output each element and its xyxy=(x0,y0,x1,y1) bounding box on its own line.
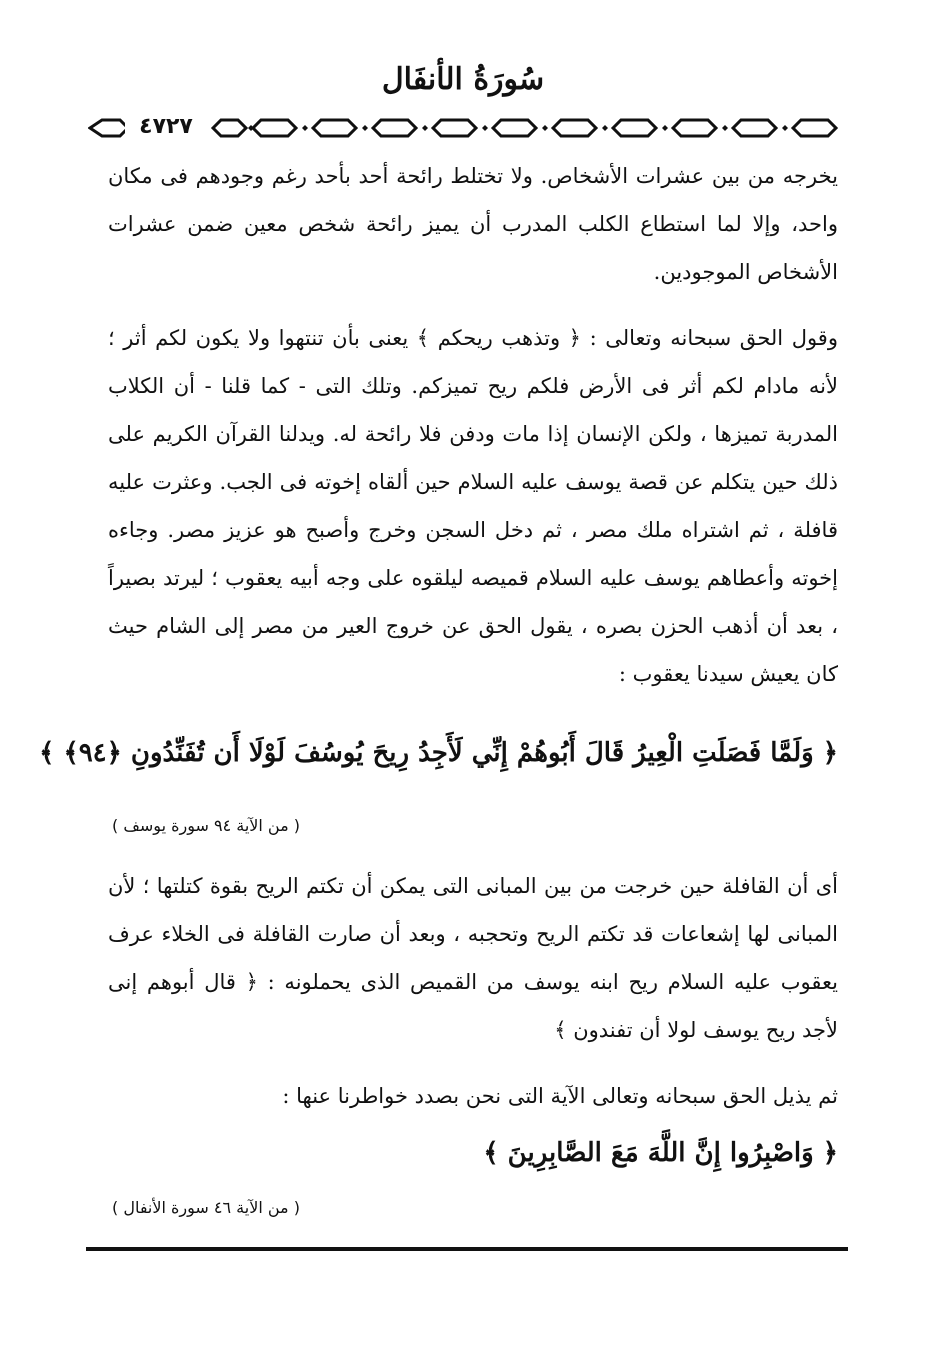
verse-reference-yusuf-94: ( من الآية ٩٤ سورة يوسف ) xyxy=(112,816,301,835)
quran-verse-anfal-46: ﴿ وَاصْبِرُوا إِنَّ اللَّهَ مَعَ الصَّابِرِينَ ﴾ xyxy=(483,1138,838,1168)
page-number: ٤٧٢٧ xyxy=(125,113,207,141)
paragraph-3: أى أن القافلة حين خرجت من بين المبانى التى يمكن أن تكتم الريح بقوة كتلتها ؛ لأن المبانى لها إشعاعات قد تكتم الريح وتحجبه ، وبعد أن صارت القافلة فى الخلاء عرف يعقوب عليه السلام ريح ابنه يوسف من القميص الذى يحملونه : ﴿ قال أبوهم إنى لأجد ريح يوسف لولا أن تفندون ﴾ xyxy=(108,874,838,1042)
verse-reference-anfal-46: ( من الآية ٤٦ سورة الأنفال ) xyxy=(112,1198,300,1217)
paragraph-4: ثم يذيل الحق سبحانه وتعالى الآية التى نحن بصدد خواطرنا عنها : xyxy=(282,1084,838,1108)
paragraph-1: يخرجه من بين عشرات الأشخاص. ولا تختلط رائحة أحد بأحد رغم وجودهم فى مكان واحد، وإلا لما استطاع الكلب المدرب أن يميز رائحة شخص معين ضمن عشرات الأشخاص الموجودين. xyxy=(108,164,838,284)
footer-divider xyxy=(86,1247,848,1251)
paragraph-2: وقول الحق سبحانه وتعالى : ﴿ وتذهب ريحكم ﴾ يعنى بأن تنتهوا ولا يكون لكم أثر ؛ لأنه مادام لكم أثر فى الأرض فلكم ريح تميزكم. وتلك التى - كما قلنا - أن الكلاب المدربة تميزها ، ولكن الإنسان إذا مات ودفن فلا رائحة له. ويدلنا القرآن الكريم على ذلك حين يتكلم عن قصة يوسف عليه السلام حين ألقاه إخوته فى الجب. وعثرت عليه قافلة ، ثم اشتراه ملك مصر ، ثم دخل السجن وخرج وأصبح هو عزيز مصر. وجاءه إخوته وأعطاهم يوسف عليه السلام قميصه ليلقوه على وجه أبيه يعقوب ؛ ليرتد بصيراً ، بعد أن أذهب الحزن بصره ، يقول الحق عن خروج العير من مصر إلى الشام حيث كان يعيش سيدنا يعقوب : xyxy=(108,326,838,686)
surah-title: سُورَةُ الأنفَال xyxy=(381,62,545,97)
quran-verse-yusuf-94: ﴿ وَلَمَّا فَصَلَتِ الْعِيرُ قَالَ أَبُوهُمْ إِنِّي لَأَجِدُ رِيحَ يُوسُفَ لَوْلَا أَن تُفَنِّدُونِ ﴿٩٤﴾ ﴾ xyxy=(39,738,838,768)
